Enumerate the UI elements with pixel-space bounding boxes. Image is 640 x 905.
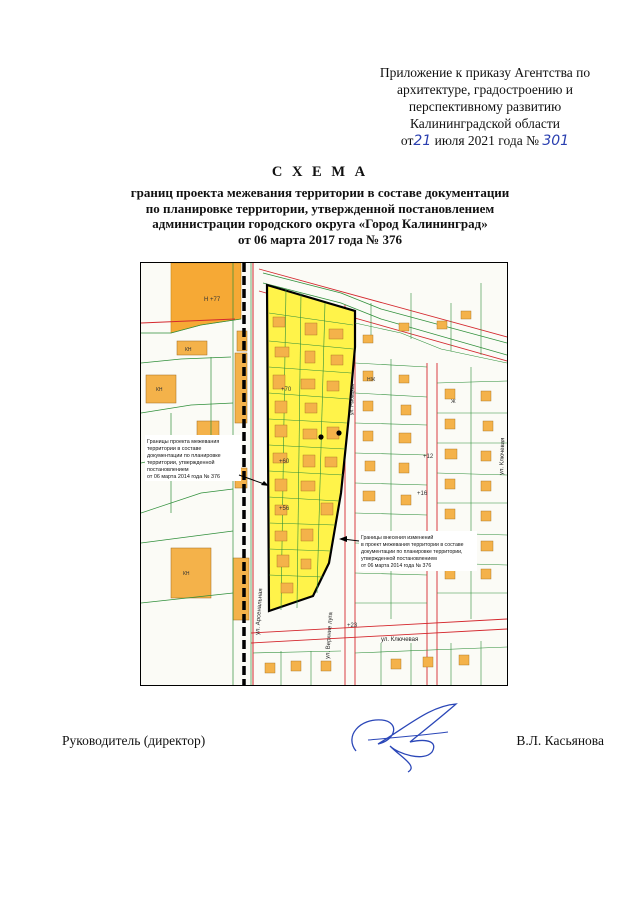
plot-label-zh: Ж	[451, 399, 456, 405]
plot-label-kn: КН	[185, 347, 192, 353]
appendix-line-1: Приложение к приказу Агентства по	[379, 65, 591, 80]
title-line-2: по планировке территории, утвержденной постановлением	[145, 200, 495, 216]
plot-label-77: Н +77	[204, 297, 221, 303]
annotation-right-line-3: документации по планировке территории,	[361, 549, 463, 555]
appendix-line-3: перспективному развитию	[408, 99, 562, 114]
appendix-line-4: Калининградской области	[409, 116, 561, 131]
appendix-date-line	[370, 132, 600, 150]
date-day-handwritten: 21	[413, 133, 432, 149]
title-line-1: границ проекта межевания территории в составе документации	[130, 185, 510, 200]
annotation-left-line-2: территории в составе	[147, 446, 202, 452]
annotation-left-line-6: от 06 марта 2014 года № 376	[147, 474, 220, 480]
plot-label-56: +56	[279, 506, 290, 512]
plot-label-70: +70	[281, 387, 292, 393]
plot-label-23: +23	[347, 623, 358, 629]
annotation-left-line-5: постановлением	[147, 467, 189, 473]
plot-label-nzh: НЖ	[367, 377, 376, 383]
street-arsenalnaya: ул. Арсенальная	[255, 588, 265, 636]
date-prefix: от	[400, 133, 414, 148]
title-line-3: администрации городского округа «Город Калининград»	[152, 216, 488, 231]
plot-label-kn: КН	[156, 387, 163, 393]
street-klyuchevaya-vertical: ул. Ключевая	[499, 437, 507, 476]
title-heading: С Х Е М А	[271, 164, 369, 180]
appendix-header	[370, 64, 600, 150]
annotation-right-line-5: от 06 марта 2014 года № 376	[361, 563, 432, 569]
annotation-right-line-1: Границы внесения изменений	[361, 535, 434, 541]
street-rybatskaya: ул. Рыбацкая	[349, 383, 357, 416]
handwritten-signature	[338, 696, 478, 776]
annotation-right-line-4: утвержденной постановлением	[361, 556, 437, 562]
plot-label-60: +60	[279, 459, 290, 465]
cadastral-map	[140, 262, 508, 686]
annotation-left-line-4: территории, утвержденной	[147, 460, 215, 466]
street-klyuchevaya-horizontal: ул. Ключевая	[381, 637, 419, 643]
date-rest: июля 2021 года №	[434, 133, 539, 148]
building	[233, 558, 249, 620]
annotation-left-line-3: документации по планировке	[147, 453, 221, 459]
signatory-name: В.Л. Касьянова	[516, 733, 604, 748]
building	[177, 341, 207, 355]
annotation-right-line-2: в проект межевания территории в составе	[361, 542, 464, 548]
plot-label-16: +16	[417, 491, 428, 497]
order-number-handwritten: 301	[542, 133, 570, 149]
appendix-line-2: архитектуре, градостроению и	[396, 82, 574, 97]
plot-label-12: +12	[423, 454, 434, 460]
signatory-position: Руководитель (директор)	[62, 733, 206, 748]
building	[171, 548, 211, 598]
document-title	[0, 164, 640, 247]
annotation-left-line-1: Границы проекта межевания	[147, 439, 220, 445]
street-verkhnie-luga: ул. Верхние луга	[325, 611, 335, 660]
title-line-4: от 06 марта 2017 года № 376	[238, 231, 402, 247]
plot-label-kn: КН	[183, 571, 190, 577]
